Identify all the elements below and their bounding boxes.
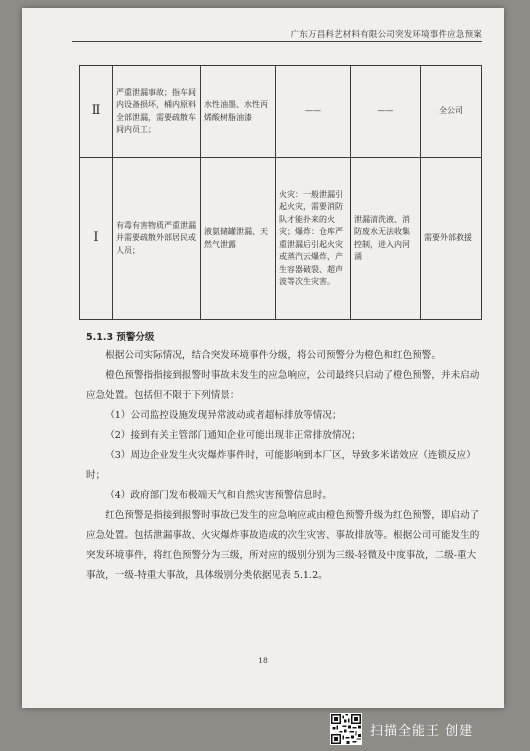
list-item: （2）接到有关主管部门通知企业可能出现非正常排放情况；: [105, 430, 361, 441]
fire-cell: 火灾：一般泄漏引起火灾，需要消防队才能扑来的火灾；爆炸：仓库严重泄漏后引起火灾或蒸汽云爆炸，产生容器破裂、超声波等次生灾害。: [276, 158, 351, 320]
material-cell: 水性油墨、水性丙烯酸树脂油漆: [201, 66, 276, 158]
list-item: （3）周边企业发生火灾爆炸事件时，可能影响到本厂区，导致多米诺效应（连锁反应）时；: [86, 450, 476, 481]
watermark-text: 扫描全能王 创建: [370, 723, 474, 739]
paragraph: 根据公司实际情况，结合突发环境事件分级，将公司预警分为橙色和红色预警。: [105, 350, 441, 361]
list-item: （1）公司监控设施发现异常波动或者超标排放等情况；: [105, 410, 342, 421]
fire-cell: ——: [276, 66, 351, 158]
section-heading: 5.1.3 预警分级: [86, 332, 155, 343]
leak-cell: 泄漏清洗液、消防废水无法收集控制，进入内河涌: [351, 158, 421, 320]
document-page: [22, 8, 504, 708]
qr-code-icon: [330, 713, 362, 745]
situation-cell: 有毒有害物质严重泄漏并需要疏散外部居民或人员；: [113, 158, 201, 320]
level-cell: Ⅰ: [80, 158, 113, 320]
table-row: [80, 66, 482, 158]
table-row: [80, 158, 482, 320]
paragraph: 红色预警是指接到报警时事故已发生的应急响应或由橙色预警升级为红色预警，即启动了应急处置。包括泄漏事故、火灾爆炸事故造成的次生灾害、事故排放等。根据公司可能发生的突发环境事件，将红色预警分为三级，所对应的级别分别为三级-轻微及中度事故，二级-重大事故，一级-特重大事故，具体级别分类依据见表 5.1.2。: [86, 510, 480, 581]
scope-cell: 全公司: [421, 66, 482, 158]
material-cell: 液氨储罐泄漏、天然气泄露: [201, 158, 276, 320]
header-title: 广东万昌科艺材料有限公司突发环境事件应急预案: [290, 30, 482, 40]
list-item: （4）政府部门发布极端天气和自然灾害预警信息时。: [105, 490, 332, 501]
scope-cell: 需要外部救援: [421, 158, 482, 320]
scanner-watermark: [330, 712, 473, 746]
risk-level-table: [79, 65, 482, 320]
leak-cell: ——: [351, 66, 421, 158]
level-cell: Ⅱ: [80, 66, 113, 158]
body-text: [86, 346, 480, 586]
page-number: 18: [258, 656, 268, 665]
paragraph: 橙色预警指指接到报警时事故未发生的应急响应，公司最终只启动了橙色预警，并未启动应急处置。包括但不限于下列情景：: [86, 370, 480, 401]
header-rule: [72, 41, 482, 42]
situation-cell: 严重泄漏事故；指车间内设备损坏，桶内原料全部泄漏，需要疏散车间内员工；: [113, 66, 201, 158]
